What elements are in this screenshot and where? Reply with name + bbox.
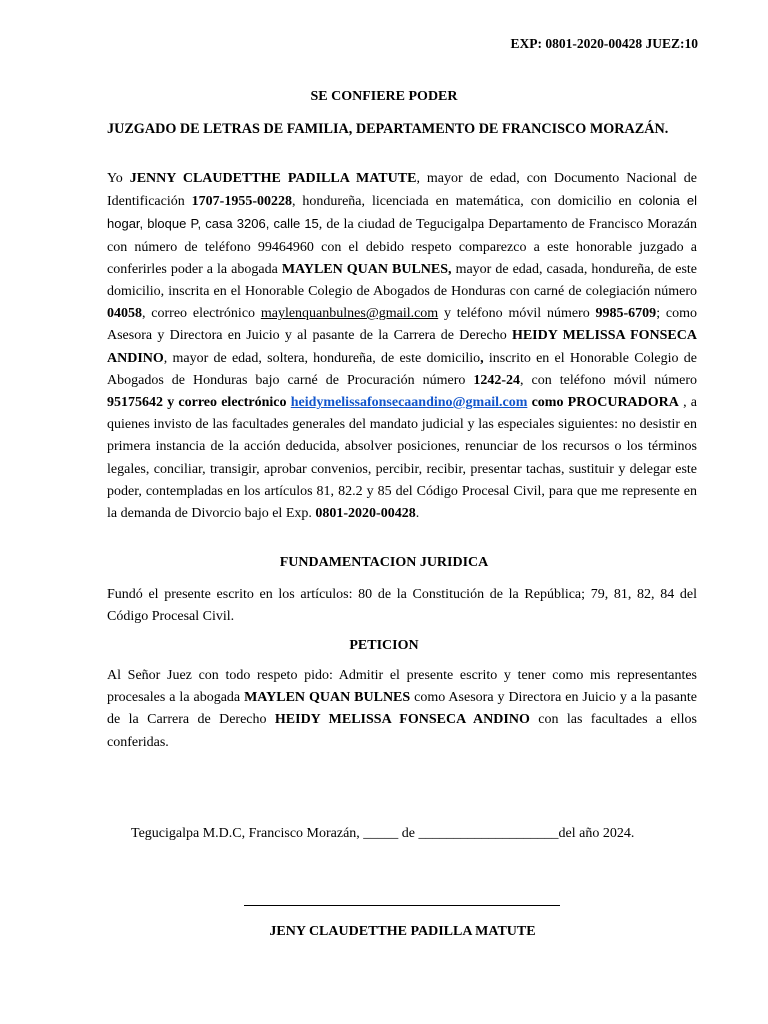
attorney-email-link[interactable]: maylenquanbulnes@gmail.com <box>260 306 439 322</box>
peticion-paragraph <box>107 665 697 754</box>
document-title: SE CONFIERE PODER <box>310 89 458 104</box>
text-run: , con teléfono móvil número <box>520 372 697 388</box>
text-run: , mayor de edad, soltera, hondureña, de este domicilio <box>163 350 481 366</box>
text-run: inscrito en el Honorable Colegio de Abogados de Honduras bajo carné de Procuración número <box>107 350 697 388</box>
grantor-name: JENNY CLAUDETTHE PADILLA MATUTE <box>129 171 417 186</box>
intern-email-link[interactable]: heidymelissafonsecaandino@gmail.com <box>290 395 528 411</box>
case-number-header: EXP: 0801-2020-00428 JUEZ:10 <box>510 36 698 51</box>
text-run: , hondureña, licenciada en matemática, con domicilio en <box>292 194 639 210</box>
case-number: 0801-2020-00428 <box>315 506 416 522</box>
text-run: Yo <box>107 171 130 186</box>
attorney-phone: 9985-6709 <box>595 306 657 322</box>
text-run: con las facultades a ellos conferidas. <box>107 712 697 750</box>
attorney-name: MAYLEN QUAN BULNES, <box>281 261 452 277</box>
intern-name: HEIDY MELISSA FONSECA ANDINO <box>107 328 697 366</box>
intern-name: HEIDY MELISSA FONSECA ANDINO <box>274 712 530 728</box>
court-addressee: JUZGADO DE LETRAS DE FAMILIA, DEPARTAMENTO DE FRANCISCO MORAZÁN. <box>107 121 669 137</box>
address: colonia el hogar, bloque P, casa 3206, calle 15 <box>107 193 697 232</box>
signatory-name: JENY CLAUDETTHE PADILLA MATUTE <box>269 924 536 939</box>
text-run: , de la ciudad de Tegucigalpa Departamento de Francisco Morazán con número de teléfono 99464960 con el debido respeto comparezco a este honorable juzgado a conferirles poder a la abogada <box>107 217 697 277</box>
intern-license: 1242-24 <box>473 372 521 388</box>
attorney-license: 04058 <box>107 306 142 322</box>
intern-phone: 95175642 y correo electrónico <box>107 395 287 411</box>
dni-number: 1707-1955-00228 <box>191 194 292 210</box>
text-run: mayor de edad, casada, hondureña, de este domicilio, inscrita en el Honorable Colegio de Abogados de Honduras con carné de colegiación número <box>107 261 697 300</box>
section-heading-fundamentacion: FUNDAMENTACION JURIDICA <box>279 555 489 570</box>
text-run: , correo electrónico <box>142 306 261 322</box>
text-run: , mayor de edad, con Documento Nacional de Identificación <box>107 171 698 210</box>
section-heading-peticion: PETICION <box>349 638 419 653</box>
fundamentacion-paragraph: Fundó el presente escrito en los artículos: 80 de la Constitución de la República; 79, 81, 82, 84 del Código Procesal Civil. <box>107 587 697 625</box>
main-paragraph <box>107 168 697 525</box>
text-run: ; como Asesora y Directora en Juicio y al pasante de la Carrera de Derecho <box>107 306 697 344</box>
attorney-name: MAYLEN QUAN BULNES <box>244 690 411 706</box>
text-run: , <box>480 350 484 366</box>
text-run: Al Señor Juez con todo respeto pido: Admitir el presente escrito y tener como mis representantes procesales a la abogada <box>107 668 697 706</box>
text-run: , a quienes invisto de las facultades generales del mandato judicial y las especiales siguientes: no desistir en primera instancia de la acción deducida, absolver posiciones, renunciar de los recursos o los términos legales, conciliar, transigir, aprobar convenios, percibir, recibir, presentar tachas, sustituir y delegar este poder, contempladas en los artículos 81, 82.2 y 85 del Código Procesal Civil, para que me represente en la demanda de Divorcio bajo el Exp. <box>107 395 698 522</box>
place-and-date: Tegucigalpa M.D.C, Francisco Morazán, _____ de ____________________del año 2024. <box>131 826 635 841</box>
text-run: como Asesora y Directora en Juicio y a la pasante de la Carrera de Derecho <box>107 690 697 728</box>
text-run: . <box>415 506 420 522</box>
signature-line <box>244 905 560 906</box>
text-run: y teléfono móvil número <box>438 306 596 322</box>
role-label: como PROCURADORA <box>531 395 679 411</box>
